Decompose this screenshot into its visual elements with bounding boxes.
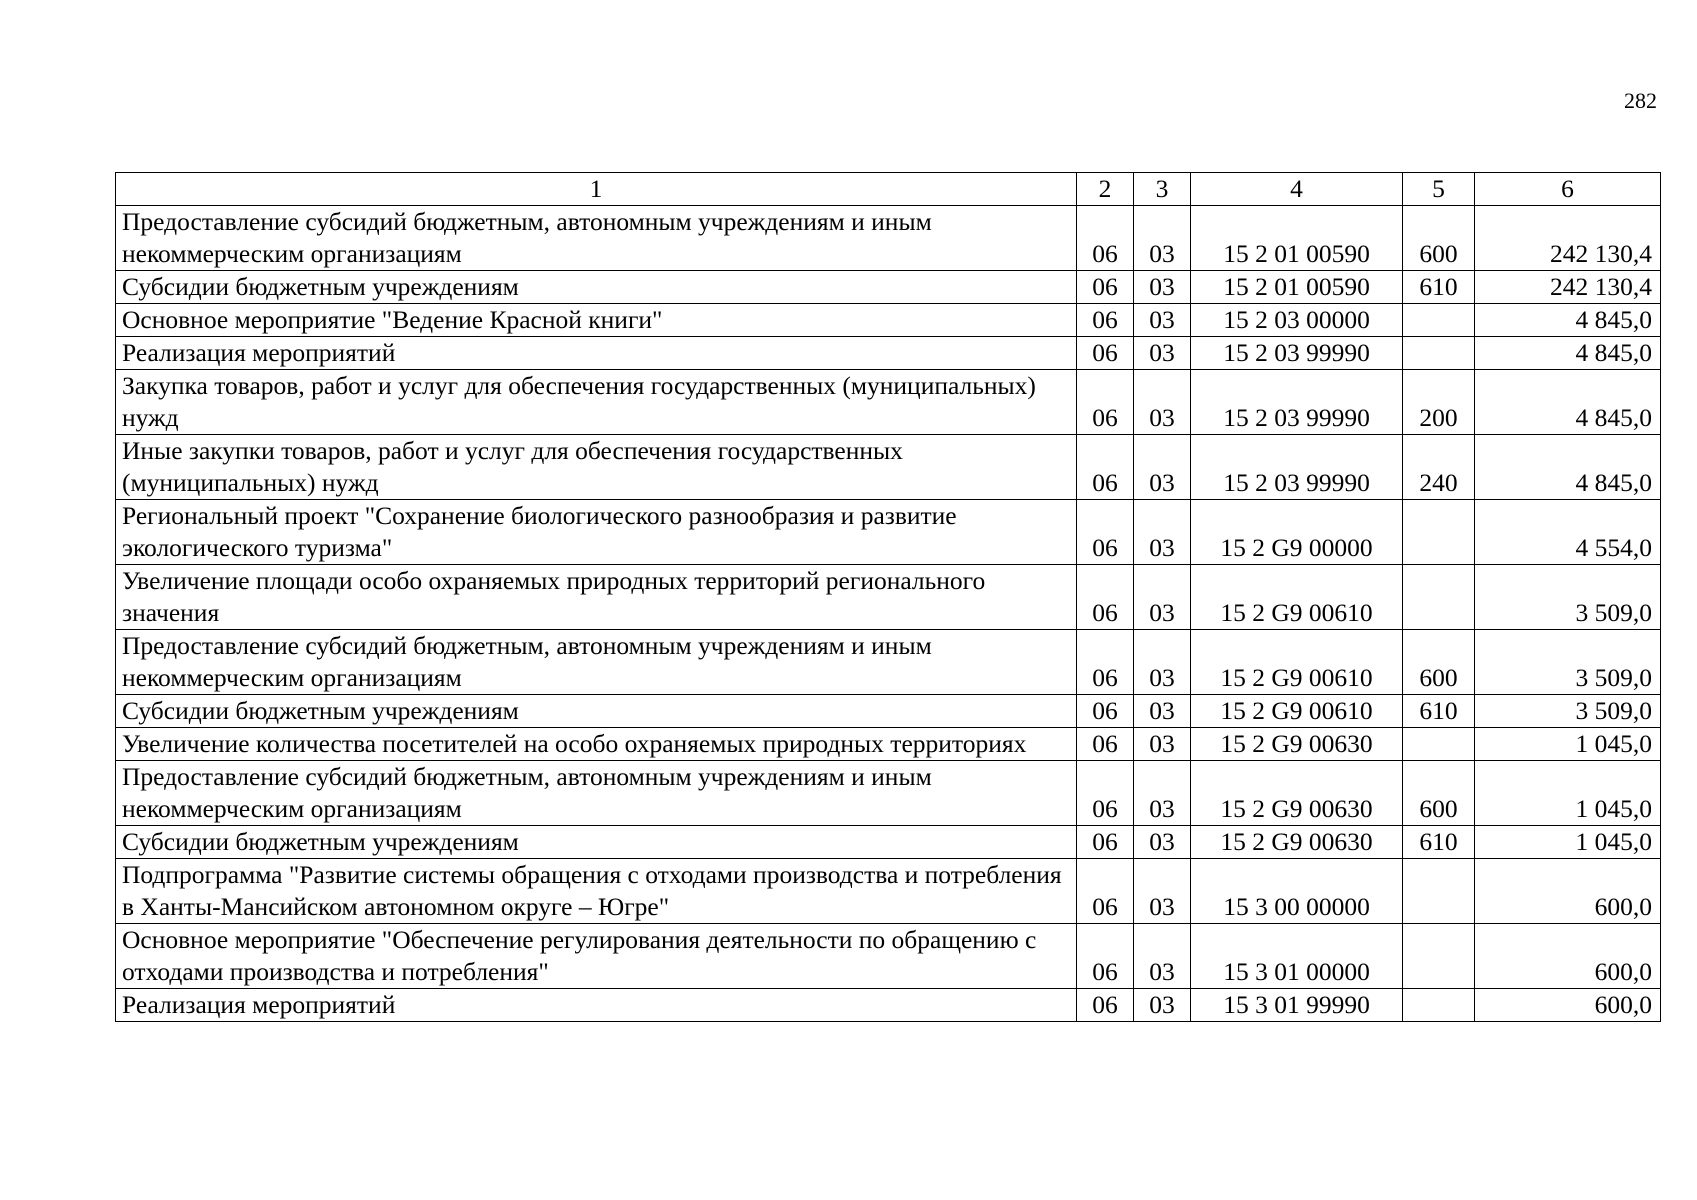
row-subsection-cell: 03 xyxy=(1134,370,1191,435)
row-subsection-cell: 03 xyxy=(1134,924,1191,989)
row-subsection-cell: 03 xyxy=(1134,337,1191,370)
row-section-cell: 06 xyxy=(1077,370,1134,435)
table-row xyxy=(116,435,1661,500)
row-target-code-cell: 15 2 03 00000 xyxy=(1191,304,1403,337)
row-name-cell: Иные закупки товаров, работ и услуг для обеспечения государственных (муниципальных) нужд xyxy=(116,435,1077,500)
table-row xyxy=(116,761,1661,826)
row-section-cell: 06 xyxy=(1077,859,1134,924)
row-expense-type-cell xyxy=(1403,565,1475,630)
row-target-code-cell: 15 2 03 99990 xyxy=(1191,435,1403,500)
table-body xyxy=(116,206,1661,1022)
row-name-cell: Основное мероприятие "Ведение Красной книги" xyxy=(116,304,1077,337)
row-name-cell: Региональный проект "Сохранение биологического разнообразия и развитие экологического туризма" xyxy=(116,500,1077,565)
row-amount-cell: 4 845,0 xyxy=(1475,304,1661,337)
table-row xyxy=(116,565,1661,630)
row-name-cell: Реализация мероприятий xyxy=(116,337,1077,370)
row-target-code-cell: 15 2 G9 00630 xyxy=(1191,761,1403,826)
row-target-code-cell: 15 3 01 00000 xyxy=(1191,924,1403,989)
table-row xyxy=(116,206,1661,271)
row-target-code-cell: 15 2 G9 00610 xyxy=(1191,630,1403,695)
row-name-cell: Увеличение площади особо охраняемых природных территорий регионального значения xyxy=(116,565,1077,630)
header-cell: 2 xyxy=(1077,173,1134,206)
table-row xyxy=(116,924,1661,989)
row-subsection-cell: 03 xyxy=(1134,500,1191,565)
row-name-cell: Субсидии бюджетным учреждениям xyxy=(116,695,1077,728)
row-amount-cell: 242 130,4 xyxy=(1475,206,1661,271)
row-section-cell: 06 xyxy=(1077,206,1134,271)
row-amount-cell: 1 045,0 xyxy=(1475,826,1661,859)
row-subsection-cell: 03 xyxy=(1134,989,1191,1022)
row-expense-type-cell: 600 xyxy=(1403,630,1475,695)
row-expense-type-cell: 610 xyxy=(1403,826,1475,859)
row-target-code-cell: 15 2 G9 00610 xyxy=(1191,565,1403,630)
row-amount-cell: 3 509,0 xyxy=(1475,630,1661,695)
row-section-cell: 06 xyxy=(1077,565,1134,630)
row-amount-cell: 4 845,0 xyxy=(1475,370,1661,435)
row-target-code-cell: 15 2 G9 00000 xyxy=(1191,500,1403,565)
row-target-code-cell: 15 2 G9 00610 xyxy=(1191,695,1403,728)
row-subsection-cell: 03 xyxy=(1134,565,1191,630)
row-expense-type-cell: 610 xyxy=(1403,695,1475,728)
row-name-cell: Предоставление субсидий бюджетным, автономным учреждениям и иным некоммерческим организациям xyxy=(116,630,1077,695)
row-amount-cell: 4 845,0 xyxy=(1475,337,1661,370)
row-target-code-cell: 15 2 03 99990 xyxy=(1191,370,1403,435)
row-amount-cell: 3 509,0 xyxy=(1475,565,1661,630)
table-row xyxy=(116,695,1661,728)
row-target-code-cell: 15 2 G9 00630 xyxy=(1191,826,1403,859)
table-row xyxy=(116,630,1661,695)
row-subsection-cell: 03 xyxy=(1134,271,1191,304)
row-name-cell: Основное мероприятие "Обеспечение регулирования деятельности по обращению с отходами производства и потребления" xyxy=(116,924,1077,989)
row-expense-type-cell xyxy=(1403,859,1475,924)
row-amount-cell: 1 045,0 xyxy=(1475,728,1661,761)
row-section-cell: 06 xyxy=(1077,630,1134,695)
row-target-code-cell: 15 2 01 00590 xyxy=(1191,206,1403,271)
row-section-cell: 06 xyxy=(1077,761,1134,826)
row-amount-cell: 3 509,0 xyxy=(1475,695,1661,728)
row-section-cell: 06 xyxy=(1077,435,1134,500)
row-name-cell: Предоставление субсидий бюджетным, автономным учреждениям и иным некоммерческим организациям xyxy=(116,761,1077,826)
row-section-cell: 06 xyxy=(1077,337,1134,370)
table-row xyxy=(116,337,1661,370)
row-expense-type-cell: 600 xyxy=(1403,206,1475,271)
row-section-cell: 06 xyxy=(1077,989,1134,1022)
table-row xyxy=(116,826,1661,859)
row-name-cell: Субсидии бюджетным учреждениям xyxy=(116,271,1077,304)
row-target-code-cell: 15 3 00 00000 xyxy=(1191,859,1403,924)
row-amount-cell: 600,0 xyxy=(1475,859,1661,924)
row-section-cell: 06 xyxy=(1077,304,1134,337)
row-name-cell: Предоставление субсидий бюджетным, автономным учреждениям и иным некоммерческим организациям xyxy=(116,206,1077,271)
table-row xyxy=(116,370,1661,435)
table-header-row xyxy=(116,173,1661,206)
row-expense-type-cell: 240 xyxy=(1403,435,1475,500)
table-row xyxy=(116,500,1661,565)
row-amount-cell: 1 045,0 xyxy=(1475,761,1661,826)
row-subsection-cell: 03 xyxy=(1134,728,1191,761)
row-target-code-cell: 15 2 G9 00630 xyxy=(1191,728,1403,761)
row-expense-type-cell xyxy=(1403,500,1475,565)
budget-table xyxy=(115,172,1661,1022)
row-expense-type-cell: 200 xyxy=(1403,370,1475,435)
header-cell: 6 xyxy=(1475,173,1661,206)
header-cell: 3 xyxy=(1134,173,1191,206)
row-expense-type-cell xyxy=(1403,924,1475,989)
row-subsection-cell: 03 xyxy=(1134,435,1191,500)
row-target-code-cell: 15 2 03 99990 xyxy=(1191,337,1403,370)
row-subsection-cell: 03 xyxy=(1134,695,1191,728)
row-amount-cell: 4 554,0 xyxy=(1475,500,1661,565)
row-name-cell: Подпрограмма "Развитие системы обращения с отходами производства и потребления в Ханты-Мансийском автономном округе – Югре" xyxy=(116,859,1077,924)
row-section-cell: 06 xyxy=(1077,728,1134,761)
header-cell: 5 xyxy=(1403,173,1475,206)
row-subsection-cell: 03 xyxy=(1134,304,1191,337)
row-target-code-cell: 15 2 01 00590 xyxy=(1191,271,1403,304)
row-name-cell: Субсидии бюджетным учреждениям xyxy=(116,826,1077,859)
row-amount-cell: 600,0 xyxy=(1475,989,1661,1022)
table-row xyxy=(116,728,1661,761)
row-target-code-cell: 15 3 01 99990 xyxy=(1191,989,1403,1022)
row-expense-type-cell: 600 xyxy=(1403,761,1475,826)
row-amount-cell: 600,0 xyxy=(1475,924,1661,989)
table-row xyxy=(116,859,1661,924)
page-number: 282 xyxy=(1624,88,1657,113)
row-expense-type-cell: 610 xyxy=(1403,271,1475,304)
table-row xyxy=(116,304,1661,337)
row-subsection-cell: 03 xyxy=(1134,206,1191,271)
row-expense-type-cell xyxy=(1403,728,1475,761)
row-amount-cell: 4 845,0 xyxy=(1475,435,1661,500)
row-expense-type-cell xyxy=(1403,337,1475,370)
row-name-cell: Увеличение количества посетителей на особо охраняемых природных территориях xyxy=(116,728,1077,761)
row-section-cell: 06 xyxy=(1077,924,1134,989)
row-section-cell: 06 xyxy=(1077,826,1134,859)
header-cell: 1 xyxy=(116,173,1077,206)
row-amount-cell: 242 130,4 xyxy=(1475,271,1661,304)
table-row xyxy=(116,271,1661,304)
row-subsection-cell: 03 xyxy=(1134,761,1191,826)
row-section-cell: 06 xyxy=(1077,695,1134,728)
row-section-cell: 06 xyxy=(1077,271,1134,304)
row-name-cell: Реализация мероприятий xyxy=(116,989,1077,1022)
row-section-cell: 06 xyxy=(1077,500,1134,565)
row-subsection-cell: 03 xyxy=(1134,630,1191,695)
row-subsection-cell: 03 xyxy=(1134,826,1191,859)
row-expense-type-cell xyxy=(1403,304,1475,337)
row-subsection-cell: 03 xyxy=(1134,859,1191,924)
row-expense-type-cell xyxy=(1403,989,1475,1022)
row-name-cell: Закупка товаров, работ и услуг для обеспечения государственных (муниципальных) нужд xyxy=(116,370,1077,435)
table-row xyxy=(116,989,1661,1022)
header-cell: 4 xyxy=(1191,173,1403,206)
